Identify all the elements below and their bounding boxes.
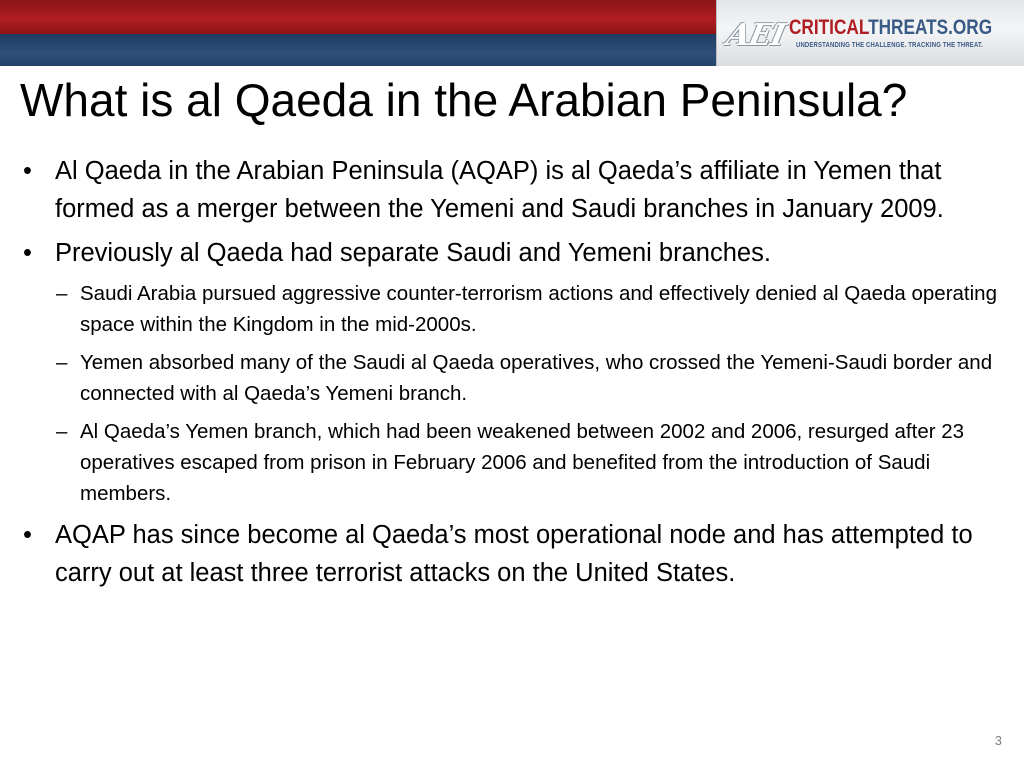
bullet-text: Previously al Qaeda had separate Saudi and Yemeni branches.: [55, 239, 771, 267]
dash-glyph: –: [56, 282, 68, 305]
bullet-glyph: •: [23, 521, 32, 549]
critical-threats-logo: [716, 0, 1024, 66]
dash-glyph: –: [56, 420, 68, 443]
bullet-item: [20, 234, 1005, 272]
bullet-item: [20, 152, 1005, 228]
slide-body: [0, 152, 1024, 598]
slide-title: What is al Qaeda in the Arabian Peninsula?: [20, 74, 908, 126]
aei-logo-mark: AEI: [723, 18, 788, 53]
header-banner: [0, 0, 1024, 66]
sub-bullet-item: [56, 347, 1000, 409]
sub-bullet-text: Yemen absorbed many of the Saudi al Qaeda operatives, who crossed the Yemeni-Saudi border and connected with al Qaeda’s Yemeni branch.: [80, 351, 993, 405]
sub-bullet-item: [56, 416, 1000, 509]
bullet-glyph: •: [23, 157, 32, 185]
sub-bullet-text: Al Qaeda’s Yemen branch, which had been weakened between 2002 and 2006, resurged after 23 operatives escaped from prison in February 2006 and benefited from the introduction of Saudi members.: [80, 420, 965, 505]
dash-glyph: –: [56, 351, 68, 374]
bullet-text: AQAP has since become al Qaeda’s most operational node and has attempted to carry out at least three terrorist attacks on the United States.: [55, 521, 973, 587]
bullet-item: [20, 516, 1005, 592]
logo-critical-text: CRITICAL: [789, 16, 869, 39]
page-number: 3: [994, 733, 1002, 748]
bullet-text: Al Qaeda in the Arabian Peninsula (AQAP) is al Qaeda’s affiliate in Yemen that formed as a merger between the Yemeni and Saudi branches in January 2009.: [55, 157, 944, 223]
logo-threats-text: THREATS.ORG: [868, 16, 993, 39]
logo-tagline: UNDERSTANDING THE CHALLENGE. TRACKING THE THREAT.: [796, 42, 983, 49]
sub-bullet-item: [56, 278, 1000, 340]
bullet-glyph: •: [23, 239, 32, 267]
sub-bullet-text: Saudi Arabia pursued aggressive counter-terrorism actions and effectively denied al Qaeda operating space within the Kingdom in the mid-2000s.: [80, 282, 997, 336]
logo-wordmark: [789, 16, 992, 40]
